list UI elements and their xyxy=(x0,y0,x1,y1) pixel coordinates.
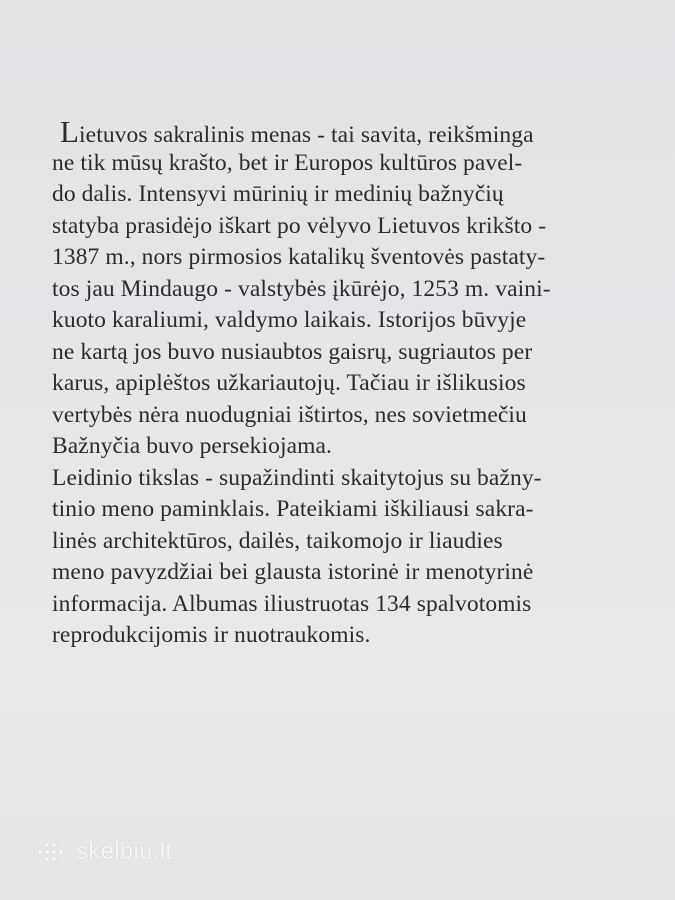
text-line: linės architektūros, dailės, taikomojo ir liaudies xyxy=(52,527,503,554)
text-line: vertybės nėra nuodugniai ištirtos, nes sovietmečiu xyxy=(52,401,527,428)
text-line: kuoto karaliumi, valdymo laikais. Istorijos būvyje xyxy=(52,307,527,333)
body-text xyxy=(52,116,652,652)
text-line: statyba prasidėjo iškart po vėlyvo Lietuvos krikšto - xyxy=(52,212,547,239)
text-line: Bažnyčia buvo persekiojama. xyxy=(52,433,333,459)
text-line: tinio meno paminklais. Pateikiami iškiliausi sakra- xyxy=(52,496,534,522)
text-line: informacija. Albumas iliustruotas 134 spalvotomis xyxy=(52,590,532,617)
text-line: ne tik mūsų krašto, bet ir Europos kultūros pavel- xyxy=(52,149,523,176)
text-line: ne kartą jos buvo nusiaubtos gaisrų, sugriautos per xyxy=(52,338,533,365)
text-line: Leidinio tikslas - supažindinti skaitytojus su bažny- xyxy=(52,464,542,491)
text-line: tos jau Mindaugo - valstybės įkūrėjo, 1253 m. vaini- xyxy=(52,275,551,302)
text-line: meno pavyzdžiai bei glausta istorinė ir menotyrinė xyxy=(52,559,534,585)
watermark-text: skelbiu.lt xyxy=(76,838,173,865)
text-line: 1387 m., nors pirmosios katalikų šventovės pastaty- xyxy=(52,244,546,270)
text-line: reprodukcijomis ir nuotraukomis. xyxy=(52,622,371,648)
text-line: do dalis. Intensyvi mūrinių ir medinių bažnyčių xyxy=(52,181,504,207)
dots-logo-icon xyxy=(36,839,70,865)
watermark xyxy=(36,832,172,872)
text-line: Lietuvos sakralinis menas - tai savita, reikšminga xyxy=(60,114,534,149)
drop-cap: L xyxy=(60,114,80,149)
text-line: karus, apiplėštos užkariautojų. Tačiau ir išlikusios xyxy=(52,370,526,396)
